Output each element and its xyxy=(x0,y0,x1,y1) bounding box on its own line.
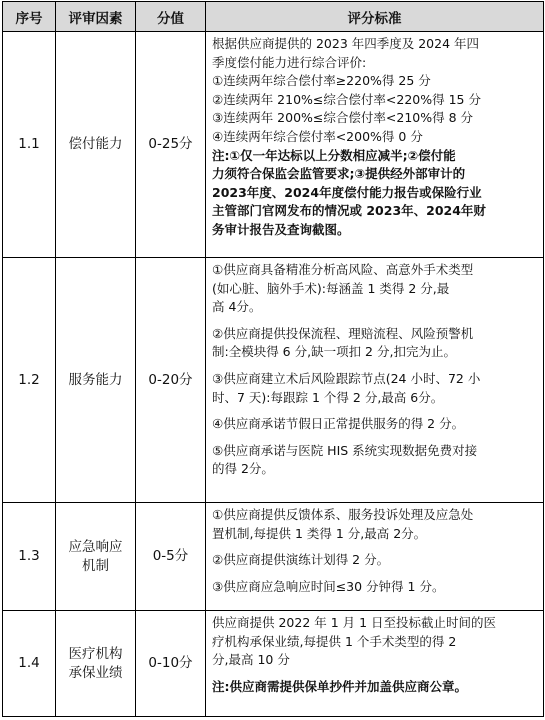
standard-line: ②供应商提供投保流程、理赔流程、风险预警机 xyxy=(212,325,474,341)
table-row xyxy=(3,258,544,503)
header-score: 分值 xyxy=(136,2,206,32)
row-number: 1.1 xyxy=(3,32,56,258)
standard-line: 根据供应商提供的 2023 年四季度及 2024 年四 xyxy=(212,36,480,51)
table-header-row xyxy=(3,2,544,32)
standard-line: ④供应商承诺节假日正常提供服务的得 2 分。 xyxy=(212,416,465,432)
factor-line: 医疗机构 xyxy=(68,645,123,662)
note-line: 2023年度、2024年度偿付能力报告或保险行业 xyxy=(212,184,482,200)
evaluation-factor: 服务能力 xyxy=(56,258,136,503)
note-line: 务审计报告及查询截图。 xyxy=(212,221,350,237)
score-range: 0-20分 xyxy=(136,258,206,503)
standard-line: 制:全模块得 6 分,缺一项扣 2 分,扣完为止。 xyxy=(212,344,456,360)
scoring-standard xyxy=(206,611,544,717)
scoring-standard xyxy=(206,258,544,503)
note-line: 注:①仅一年达标以上分数相应减半;②偿付能 xyxy=(212,147,456,163)
row-number: 1.2 xyxy=(3,258,56,503)
standard-line: 的得 2分。 xyxy=(212,461,274,477)
standard-item xyxy=(212,678,537,697)
scoring-table xyxy=(2,1,544,717)
standard-line: ②连续两年 210%≤综合偿付率<220%得 15 分 xyxy=(212,91,481,107)
evaluation-factor xyxy=(56,611,136,717)
standard-line: (如心脏、脑外手术):每涵盖 1 类得 2 分,最 xyxy=(212,280,450,296)
standard-line: ⑤供应商承诺与医院 HIS 系统实现数据免费对接 xyxy=(212,442,478,458)
score-range: 0-10分 xyxy=(136,611,206,717)
standard-item xyxy=(212,614,537,670)
score-range: 0-25分 xyxy=(136,32,206,258)
table-row xyxy=(3,611,544,717)
header-standard: 评分标准 xyxy=(206,2,544,32)
row-number: 1.3 xyxy=(3,503,56,611)
note-line: 注:供应商需提供保单抄件并加盖供应商公章。 xyxy=(212,678,467,694)
score-range: 0-5分 xyxy=(136,503,206,611)
standard-item xyxy=(212,261,537,317)
header-no: 序号 xyxy=(3,2,56,32)
standard-line: 季度偿付能力进行综合评价: xyxy=(212,54,367,70)
standard-line: 疗机构承保业绩,每提供 1 个手术类型的得 2 xyxy=(212,633,457,649)
standard-line: ②供应商提供演练计划得 2 分。 xyxy=(212,552,390,568)
standard-item xyxy=(212,442,537,479)
standard-item xyxy=(212,370,537,407)
standard-line: ③供应商建立术后风险跟踪节点(24 小时、72 小 xyxy=(212,370,481,386)
scoring-standard xyxy=(206,32,544,258)
standard-item xyxy=(212,325,537,362)
table-row xyxy=(3,503,544,611)
standard-item xyxy=(212,551,537,570)
standard-item xyxy=(212,578,537,597)
factor-line: 承保业绩 xyxy=(68,664,123,681)
standard-line: ③连续两年 200%≤综合偿付率<210%得 8 分 xyxy=(212,110,473,126)
standard-line: 置机制,每提供 1 类得 1 分,最高 2分。 xyxy=(212,525,427,541)
standard-line: ①供应商具备精准分析高风险、高意外手术类型 xyxy=(212,262,474,277)
standard-item xyxy=(212,415,537,434)
factor-line: 应急响应 xyxy=(68,538,123,555)
header-factor: 评审因素 xyxy=(56,2,136,32)
standard-line: 高 4分。 xyxy=(212,299,262,315)
standard-line: ①连续两年综合偿付率≥220%得 25 分 xyxy=(212,73,431,89)
note-line: 主管部门官网发布的情况或 2023年、2024年财 xyxy=(212,203,486,219)
evaluation-factor: 偿付能力 xyxy=(56,32,136,258)
factor-line: 机制 xyxy=(82,557,109,574)
scoring-standard xyxy=(206,503,544,611)
table-row xyxy=(3,32,544,258)
standard-line: 分,最高 10 分 xyxy=(212,652,290,668)
standard-line: ①供应商提供反馈体系、服务投诉处理及应急处 xyxy=(212,507,474,522)
row-number: 1.4 xyxy=(3,611,56,717)
standard-item xyxy=(212,506,537,543)
standard-line: 供应商提供 2022 年 1 月 1 日至投标截止时间的医 xyxy=(212,615,497,630)
standard-line: ③供应商应急响应时间≤30 分钟得 1 分。 xyxy=(212,578,445,594)
note-line: 力须符合保监会监管要求;③提供经外部审计的 xyxy=(212,166,466,182)
standard-line: 时、7 天):每跟踪 1 个得 2 分,最高 6分。 xyxy=(212,389,444,405)
standard-line: ④连续两年综合偿付率<200%得 0 分 xyxy=(212,128,423,144)
evaluation-factor xyxy=(56,503,136,611)
